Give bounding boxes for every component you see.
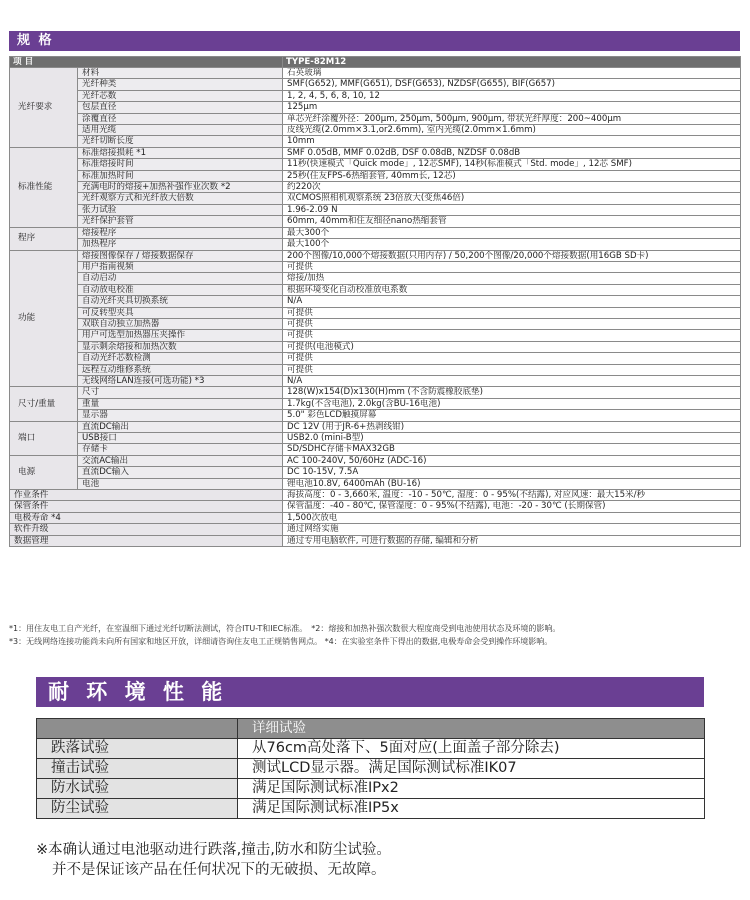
- spec-item-value: 可提供: [283, 307, 741, 318]
- spec-row: [10, 444, 741, 455]
- spec-item-label: 充满电时的熔接+加热补强作业次数 *2: [78, 182, 283, 193]
- spec-item-label: 涂覆直径: [78, 113, 283, 124]
- spec-item-label: 用户可选型加热器压夹操作: [78, 330, 283, 341]
- spec-row: [10, 68, 741, 79]
- spec-item-label: 无线网络LAN连接(可选功能) *3: [78, 375, 283, 386]
- spec-row: [10, 467, 741, 478]
- spec-item-value: N/A: [283, 375, 741, 386]
- spec-row: [10, 330, 741, 341]
- spec-item-label: 直流DC输出: [78, 421, 283, 432]
- spec-item-value: 通过专用电脑软件, 可进行数据的存储, 编辑和分析: [283, 535, 741, 546]
- spec-category: 光纤要求: [10, 68, 78, 148]
- spec-item-value: 双CMOS照相机观察系统 23倍放大(变焦46倍): [283, 193, 741, 204]
- spec-row: [10, 398, 741, 409]
- spec-item-value: 128(W)x154(D)x130(H)mm (不含防震橡胶底垫): [283, 387, 741, 398]
- spec-category: 尺寸/重量: [10, 387, 78, 421]
- spec-row: [10, 182, 741, 193]
- spec-item-label: 标准熔接时间: [78, 159, 283, 170]
- spec-row: [10, 433, 741, 444]
- spec-item-value: 最大300个: [283, 227, 741, 238]
- spec-row: [10, 284, 741, 295]
- spec-item-value: SD/SDHC存储卡MAX32GB: [283, 444, 741, 455]
- spec-item-label: 电池: [78, 478, 283, 489]
- spec-item-label: 作业条件: [10, 490, 283, 501]
- spec-row: [10, 341, 741, 352]
- spec-item-label: 光纤保护套管: [78, 216, 283, 227]
- spec-item-value: 单芯光纤涂覆外径：200μm, 250μm, 500μm, 900μm, 带状光纤厚度：200~400μm: [283, 113, 741, 124]
- spec-item-label: 自动启动: [78, 273, 283, 284]
- spec-item-label: 直流DC输入: [78, 467, 283, 478]
- spec-category: 标准性能: [10, 147, 78, 227]
- env-test-name: 防尘试验: [37, 799, 238, 819]
- spec-item-value: 约220次: [283, 182, 741, 193]
- spec-item-value: 60mm, 40mm和住友细径nano热缩套管: [283, 216, 741, 227]
- env-table-header: [37, 719, 705, 739]
- spec-item-value: 1, 2, 4, 5, 6, 8, 10, 12: [283, 90, 741, 101]
- footnote-line-1: *1：用住友电工自产光纤，在室温细下通过光纤切断法测试，符合ITU-T和IEC标准。 *2：熔接和加热补强次数很大程度商受到电池使用状态及环境的影响。: [9, 624, 561, 633]
- spec-item-value: 可提供: [283, 318, 741, 329]
- spec-item-label: 远程互动维修系统: [78, 364, 283, 375]
- spec-item-label: 光纤种类: [78, 79, 283, 90]
- spec-row: [10, 102, 741, 113]
- col-item-header: 项 目: [10, 57, 283, 68]
- spec-row: [10, 239, 741, 250]
- spec-item-value: 通过网络实施: [283, 524, 741, 535]
- spec-item-value: 熔接/加热: [283, 273, 741, 284]
- env-test-name: 跌落试验: [37, 739, 238, 759]
- spec-item-label: 用户指南视频: [78, 261, 283, 272]
- spec-item-value: 锂电池10.8V, 6400mAh (BU-16): [283, 478, 741, 489]
- spec-category: 电源: [10, 455, 78, 489]
- spec-row: [10, 512, 741, 523]
- spec-row: [10, 193, 741, 204]
- spec-item-value: 根据环境变化自动校准放电系数: [283, 284, 741, 295]
- spec-row: [10, 353, 741, 364]
- env-row: [37, 759, 705, 779]
- spec-item-value: 海拔高度：0 - 3,660米, 温度：-10 - 50℃, 湿度：0 - 95%(不结露), 对应风速：最大15米/秒: [283, 490, 741, 501]
- spec-footnotes: [9, 622, 744, 648]
- spec-item-value: 11秒(快速模式「Quick mode」, 12芯SMF), 14秒(标准模式「Std. mode」, 12芯 SMF): [283, 159, 741, 170]
- spec-row: [10, 250, 741, 261]
- env-section-title: 耐 环 境 性 能: [36, 677, 704, 707]
- spec-item-value: 可提供: [283, 261, 741, 272]
- spec-item-label: 数据管理: [10, 535, 283, 546]
- spec-item-value: 25秒(住友FPS-6热缩套管, 40mm长, 12芯): [283, 170, 741, 181]
- spec-item-label: 光纤观察方式和光纤放大倍数: [78, 193, 283, 204]
- env-test-name: 撞击试验: [37, 759, 238, 779]
- spec-item-label: 标准加热时间: [78, 170, 283, 181]
- spec-item-label: 自动光纤夹具切换系统: [78, 296, 283, 307]
- spec-row: [10, 147, 741, 158]
- spec-item-label: 加热程序: [78, 239, 283, 250]
- spec-row: [10, 170, 741, 181]
- spec-item-value: DC 12V (用于JR-6+热剥线钳): [283, 421, 741, 432]
- spec-item-label: USB接口: [78, 433, 283, 444]
- env-row: [37, 739, 705, 759]
- spec-row: [10, 79, 741, 90]
- env-test-detail: 测试LCD显示器。满足国际测试标准IK07: [238, 759, 705, 779]
- spec-item-value: 200个图像/10,000个熔接数据(只用内存) / 50,200个图像/20,000个熔接数据(用16GB SD卡): [283, 250, 741, 261]
- col-model-header: TYPE-82M12: [283, 57, 741, 68]
- spec-item-value: 最大100个: [283, 239, 741, 250]
- spec-row: [10, 387, 741, 398]
- spec-item-value: 石英玻璃: [283, 68, 741, 79]
- spec-item-value: AC 100-240V, 50/60Hz (ADC-16): [283, 455, 741, 466]
- spec-row: [10, 90, 741, 101]
- spec-row: [10, 490, 741, 501]
- spec-item-label: 材料: [78, 68, 283, 79]
- spec-row: [10, 296, 741, 307]
- env-test-detail: 从76cm高处落下、5面对应(上面盖子部分除去): [238, 739, 705, 759]
- spec-item-value: 1.7kg(不含电池), 2.0kg(含BU-16电池): [283, 398, 741, 409]
- spec-category: 端口: [10, 421, 78, 455]
- spec-row: [10, 204, 741, 215]
- env-table: [36, 718, 705, 819]
- spec-item-label: 显示器: [78, 410, 283, 421]
- spec-row: [10, 261, 741, 272]
- spec-item-value: 可提供: [283, 364, 741, 375]
- env-col-detail-header: 详细试验: [238, 719, 705, 739]
- spec-row: [10, 227, 741, 238]
- spec-item-value: 1,500次放电: [283, 512, 741, 523]
- spec-row: [10, 410, 741, 421]
- spec-item-label: 张力试验: [78, 204, 283, 215]
- spec-item-label: 保管条件: [10, 501, 283, 512]
- spec-item-label: 可反转型夹具: [78, 307, 283, 318]
- spec-item-value: 125μm: [283, 102, 741, 113]
- spec-section-title: 规 格: [9, 31, 740, 51]
- spec-item-value: 可提供: [283, 353, 741, 364]
- spec-item-label: 光纤切断长度: [78, 136, 283, 147]
- spec-row: [10, 375, 741, 386]
- spec-item-label: 包层直径: [78, 102, 283, 113]
- spec-table-header: [10, 57, 741, 68]
- spec-row: [10, 421, 741, 432]
- spec-row: [10, 136, 741, 147]
- spec-item-value: USB2.0 (mini-B型): [283, 433, 741, 444]
- spec-item-value: N/A: [283, 296, 741, 307]
- spec-item-label: 尺寸: [78, 387, 283, 398]
- footnote-line-2: *3：无线网络连接功能尚未向所有国家和地区开放，详细请咨询住友电工正规销售网点。 *4：在实验室条件下得出的数据,电极寿命会受到操作环境影响。: [9, 637, 553, 646]
- spec-row: [10, 364, 741, 375]
- spec-item-label: 双联自动独立加热器: [78, 318, 283, 329]
- spec-row: [10, 125, 741, 136]
- spec-item-label: 自动光纤芯数检测: [78, 353, 283, 364]
- env-test-detail: 满足国际测试标准IP5x: [238, 799, 705, 819]
- spec-item-label: 标准熔接损耗 *1: [78, 147, 283, 158]
- env-col-name-header: [37, 719, 238, 739]
- spec-row: [10, 216, 741, 227]
- spec-row: [10, 159, 741, 170]
- spec-item-value: SMF 0.05dB, MMF 0.02dB, DSF 0.08dB, NZDSF 0.08dB: [283, 147, 741, 158]
- spec-row: [10, 113, 741, 124]
- spec-category: 程序: [10, 227, 78, 250]
- spec-item-label: 自动放电校准: [78, 284, 283, 295]
- spec-item-value: DC 10-15V, 7.5A: [283, 467, 741, 478]
- spec-category: 功能: [10, 250, 78, 387]
- env-note: [36, 840, 391, 880]
- spec-row: [10, 478, 741, 489]
- spec-item-label: 显示剩余熔接和加热次数: [78, 341, 283, 352]
- spec-item-label: 重量: [78, 398, 283, 409]
- spec-table: [9, 56, 741, 547]
- spec-item-label: 熔接程序: [78, 227, 283, 238]
- spec-row: [10, 318, 741, 329]
- spec-item-label: 软件升级: [10, 524, 283, 535]
- spec-item-value: 5.0" 彩色LCD触摸屏幕: [283, 410, 741, 421]
- spec-item-value: SMF(G652), MMF(G651), DSF(G653), NZDSF(G655), BIF(G657): [283, 79, 741, 90]
- spec-row: [10, 455, 741, 466]
- spec-item-label: 存储卡: [78, 444, 283, 455]
- env-note-line-1: ※本确认通过电池驱动进行跌落,撞击,防水和防尘试验。: [36, 842, 391, 858]
- env-row: [37, 799, 705, 819]
- spec-row: [10, 273, 741, 284]
- spec-row: [10, 524, 741, 535]
- spec-row: [10, 501, 741, 512]
- env-row: [37, 779, 705, 799]
- env-test-name: 防水试验: [37, 779, 238, 799]
- spec-item-value: 可提供: [283, 330, 741, 341]
- spec-item-value: 保管温度：-40 - 80℃, 保管湿度：0 - 95%(不结露), 电池：-20 - 30℃ (长期保管): [283, 501, 741, 512]
- env-test-detail: 满足国际测试标准IPx2: [238, 779, 705, 799]
- spec-item-value: 1.96-2.09 N: [283, 204, 741, 215]
- env-note-line-2: 并不是保证该产品在任何状况下的无破损、无故障。: [52, 862, 386, 878]
- spec-item-label: 光纤芯数: [78, 90, 283, 101]
- spec-item-value: 皮线光缆(2.0mm×3.1,or2.6mm), 室内光缆(2.0mm×1.6mm): [283, 125, 741, 136]
- spec-item-label: 适用光缆: [78, 125, 283, 136]
- spec-item-label: 熔接图像保存 / 熔接数据保存: [78, 250, 283, 261]
- spec-item-label: 交流AC输出: [78, 455, 283, 466]
- spec-row: [10, 307, 741, 318]
- spec-row: [10, 535, 741, 546]
- spec-item-value: 可提供(电池模式): [283, 341, 741, 352]
- spec-item-label: 电极寿命 *4: [10, 512, 283, 523]
- spec-item-value: 10mm: [283, 136, 741, 147]
